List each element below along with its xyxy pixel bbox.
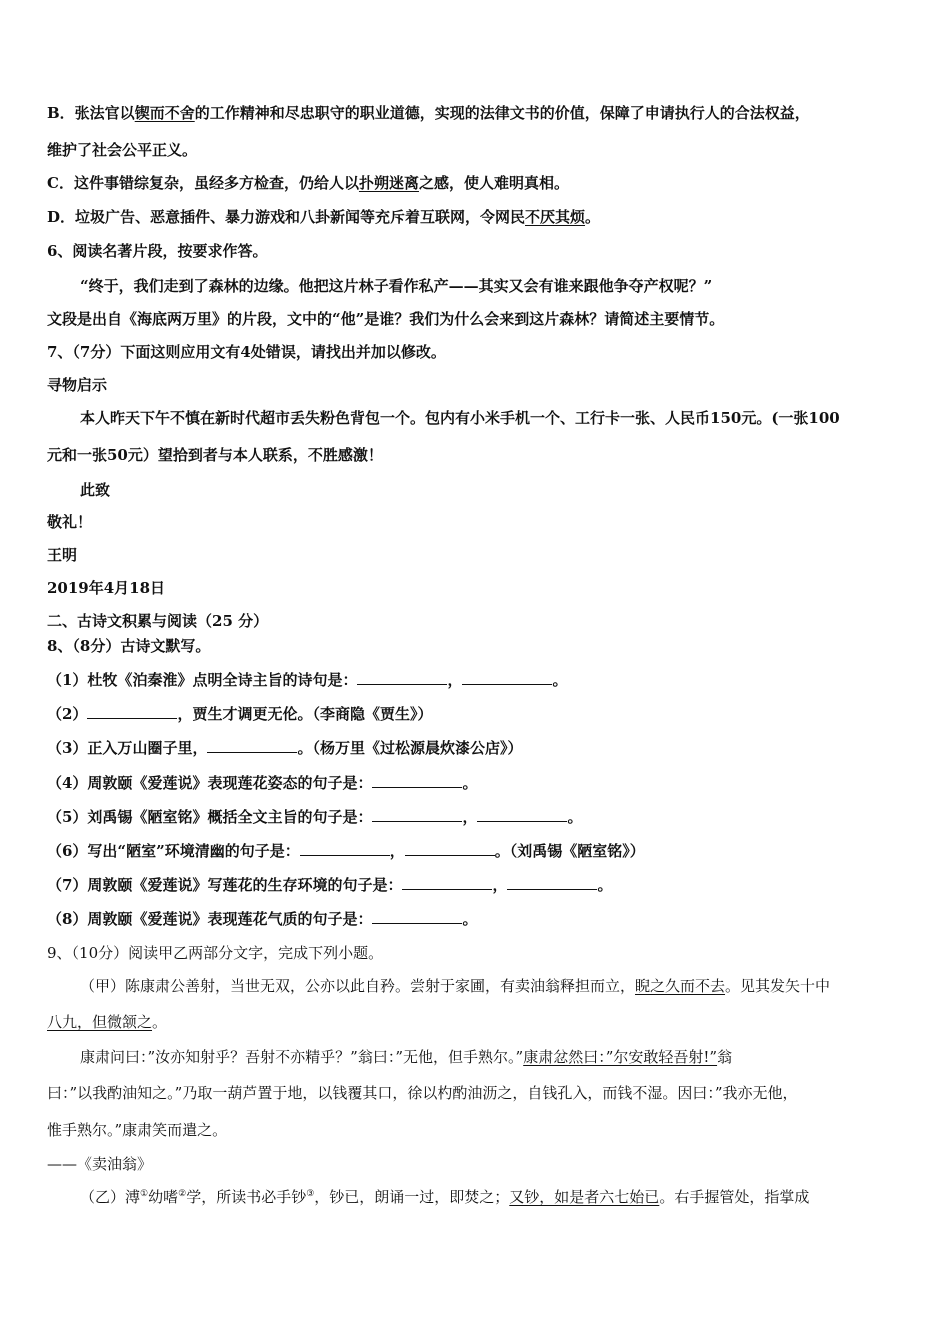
q8-item-1-blank-2[interactable] bbox=[462, 670, 552, 685]
q7-notice-title: 寻物启示 bbox=[47, 376, 108, 394]
q5-option-b-line2: 维护了社会公平正义。 bbox=[47, 141, 198, 159]
q9-passage-b-text4: ，钞已，朗诵一过，即焚之； bbox=[314, 1188, 510, 1206]
q9-passage-a-underlined-1: 睨之久而不去 bbox=[635, 977, 726, 995]
q7-notice-signature: 王明 bbox=[47, 546, 78, 564]
q9-footnote-2: ② bbox=[178, 1189, 187, 1199]
q9-passage-a-text1: （甲）陈康肃公善射，当世无双，公亦以此自矜。尝射于家圃，有卖油翁释担而立， bbox=[80, 977, 636, 995]
q9-passage-a-line2 bbox=[47, 1012, 912, 1032]
q8-stem: 8、（8分）古诗文默写。 bbox=[47, 637, 211, 655]
q8-item-8-text: （8）周敦颐《爱莲说》表现莲花气质的句子是： bbox=[47, 910, 373, 928]
q5-option-d-text2: 。 bbox=[585, 208, 601, 226]
q9-passage-a-text4: 康肃问曰：”汝亦知射乎？吾射不亦精乎？”翁曰：”无他，但手熟尔。” bbox=[80, 1048, 524, 1066]
q8-item-2-text: （2） bbox=[47, 705, 88, 723]
q8-item-6-text: （6）写出“陋室”环境清幽的句子是： bbox=[47, 842, 300, 860]
q8-item-3-text: （3）正入万山圈子里， bbox=[47, 739, 208, 757]
q9-passage-a-line3 bbox=[80, 1047, 912, 1067]
q8-item-8 bbox=[47, 909, 912, 929]
q8-item-5-blank-2[interactable] bbox=[477, 807, 567, 822]
q9-passage-a-line1 bbox=[80, 976, 912, 996]
q9-footnote-3: ③ bbox=[306, 1189, 315, 1199]
section2-heading: 二、古诗文积累与阅读（25 分） bbox=[47, 612, 269, 630]
q8-item-5 bbox=[47, 807, 912, 827]
q8-item-6-blank-2[interactable] bbox=[405, 841, 495, 856]
q8-item-6 bbox=[47, 841, 912, 861]
q8-item-7-text: （7）周敦颐《爱莲说》写莲花的生存环境的句子是： bbox=[47, 876, 403, 894]
q8-item-5-blank-1[interactable] bbox=[372, 807, 462, 822]
q9-passage-b-text2: 幼嗜 bbox=[148, 1188, 179, 1206]
q9-source: ——《卖油翁》 bbox=[47, 1155, 153, 1173]
q9-passage-a-underlined-2: 八九，但微颔之 bbox=[47, 1013, 153, 1031]
q5-option-b-line1 bbox=[47, 103, 912, 123]
q6-question: 文段是出自《海底两万里》的片段，文中的“他”是谁？我们为什么会来到这片森林？请简述主要情节。 bbox=[47, 310, 725, 328]
q8-item-8-end: 。 bbox=[462, 910, 478, 928]
q9-passage-a-text5: 翁 bbox=[717, 1048, 733, 1066]
q8-item-3 bbox=[47, 738, 912, 758]
q8-item-2-text2: ，贾生才调更无伦。（李商隐《贾生》） bbox=[177, 705, 433, 723]
q8-item-6-blank-1[interactable] bbox=[300, 841, 390, 856]
q5-option-c-underlined: 扑朔迷离 bbox=[358, 174, 419, 192]
q9-passage-a-text3: 。 bbox=[152, 1013, 168, 1031]
q5-option-c-text2: 之感，使人难明真相。 bbox=[418, 174, 569, 192]
q8-item-7-blank-1[interactable] bbox=[402, 875, 492, 890]
q8-item-1-end: 。 bbox=[552, 671, 568, 689]
q8-item-3-text2: 。（杨万里《过松源晨炊漆公店》） bbox=[297, 739, 523, 757]
q5-option-b-text2: 的工作精神和尽忠职守的职业道德，实现的法律文书的价值，保障了申请执行人的合法权益， bbox=[194, 104, 810, 122]
q6-stem: 6、阅读名著片段，按要求作答。 bbox=[47, 242, 268, 260]
q8-item-3-blank[interactable] bbox=[207, 738, 297, 753]
q8-item-1-blank-1[interactable] bbox=[357, 670, 447, 685]
q7-notice-closing1: 此致 bbox=[80, 481, 111, 499]
q8-item-4 bbox=[47, 773, 912, 793]
q9-passage-a-underlined-3: 康肃忿然曰：”尔安敢轻吾射!” bbox=[523, 1048, 718, 1066]
q9-passage-b-line1 bbox=[80, 1187, 912, 1207]
q7-notice-date: 2019年4月18日 bbox=[47, 579, 166, 597]
q7-stem: 7、（7分）下面这则应用文有4处错误，请找出并加以修改。 bbox=[47, 343, 446, 361]
q8-item-4-blank[interactable] bbox=[372, 773, 462, 788]
q8-item-7 bbox=[47, 875, 912, 895]
q8-item-6-text2: 。（刘禹锡《陋室铭》） bbox=[494, 842, 645, 860]
q9-passage-a-line5: 惟手熟尔。”康肃笑而遣之。 bbox=[47, 1121, 228, 1139]
q5-option-d-underlined: 不厌其烦 bbox=[525, 208, 586, 226]
q8-item-7-sep: ， bbox=[492, 876, 508, 894]
q8-item-2-blank[interactable] bbox=[87, 704, 177, 719]
q9-passage-b-text5: 。右手握管处，指掌成 bbox=[659, 1188, 810, 1206]
q8-item-8-blank[interactable] bbox=[372, 909, 462, 924]
q9-stem: 9、（10分）阅读甲乙两部分文字，完成下列小题。 bbox=[47, 944, 384, 962]
q9-passage-b-text1: （乙）溥 bbox=[80, 1188, 141, 1206]
q9-passage-a-text2: 。见其发矢十中 bbox=[725, 977, 831, 995]
q7-notice-closing2: 敬礼！ bbox=[47, 513, 93, 531]
q8-item-7-end: 。 bbox=[597, 876, 613, 894]
q8-item-6-sep: ， bbox=[389, 842, 405, 860]
q8-item-7-blank-2[interactable] bbox=[507, 875, 597, 890]
q6-quote: “终于，我们走到了森林的边缘。他把这片林子看作私产——其实又会有谁来跟他争夺产权呢？” bbox=[80, 277, 713, 295]
q8-item-5-sep: ， bbox=[462, 808, 478, 826]
q8-item-2 bbox=[47, 704, 912, 724]
q8-item-1-text: （1）杜牧《泊秦淮》点明全诗主旨的诗句是： bbox=[47, 671, 358, 689]
q9-passage-b-text3: 学，所读书必手钞 bbox=[186, 1188, 307, 1206]
q5-option-b-text: B．张法官以 bbox=[47, 104, 135, 122]
q5-option-c-text: C．这件事错综复杂，虽经多方检查，仍给人以 bbox=[47, 174, 359, 192]
q8-item-5-text: （5）刘禹锡《陋室铭》概括全文主旨的句子是： bbox=[47, 808, 373, 826]
q9-footnote-1: ① bbox=[140, 1189, 149, 1199]
q8-item-1 bbox=[47, 670, 912, 690]
q8-item-4-end: 。 bbox=[462, 774, 478, 792]
q5-option-d bbox=[47, 207, 912, 227]
q5-option-d-text: D．垃圾广告、恶意插件、暴力游戏和八卦新闻等充斥着互联网，令网民 bbox=[47, 208, 526, 226]
q5-option-b-underlined: 锲而不舍 bbox=[134, 104, 195, 122]
q8-item-5-end: 。 bbox=[567, 808, 583, 826]
q5-option-c bbox=[47, 173, 912, 193]
q8-item-4-text: （4）周敦颐《爱莲说》表现莲花姿态的句子是： bbox=[47, 774, 373, 792]
q7-notice-body-line2: 元和一张50元）望拾到者与本人联系，不胜感激！ bbox=[47, 446, 383, 464]
q9-passage-b-underlined: 又钞，如是者六七始已 bbox=[509, 1188, 660, 1206]
q8-item-1-sep: ， bbox=[447, 671, 463, 689]
q9-passage-a-line4: 曰：”以我酌油知之。”乃取一葫芦置于地，以钱覆其口，徐以杓酌油沥之，自钱孔入，而钱不湿。因曰：”我亦无他， bbox=[47, 1084, 798, 1102]
q7-notice-body-line1: 本人昨天下午不慎在新时代超市丢失粉色背包一个。包内有小米手机一个、工行卡一张、人民币150元。(一张100 bbox=[80, 409, 840, 427]
